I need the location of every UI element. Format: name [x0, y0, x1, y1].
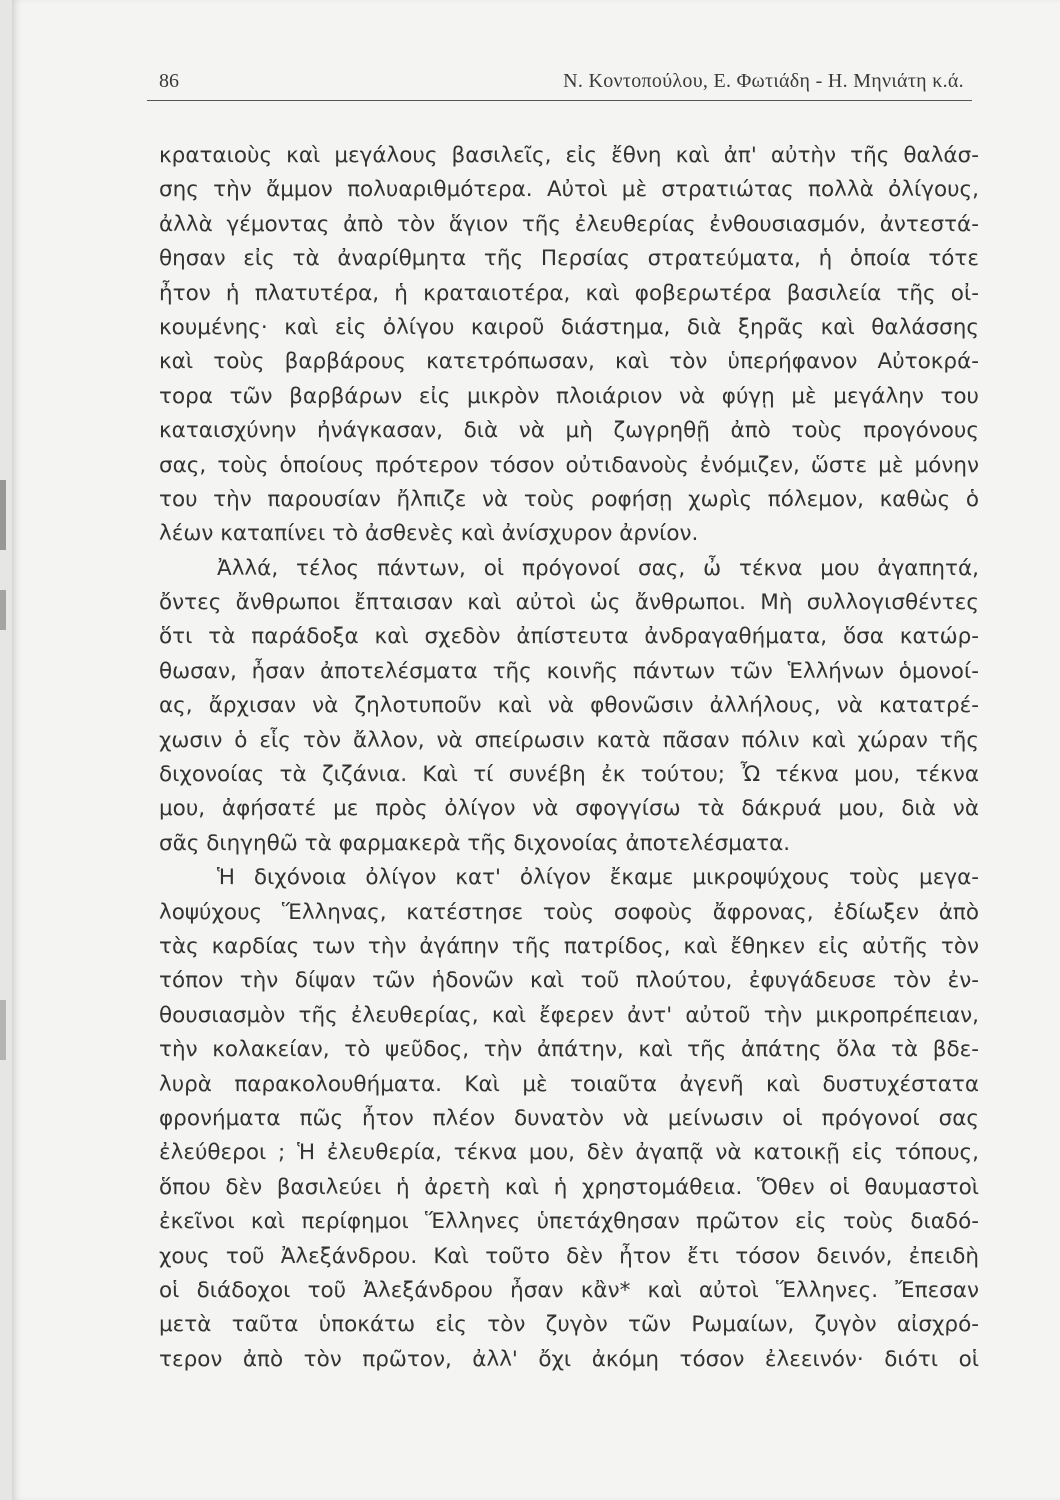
- text-line: του τὴν παρουσίαν ἤλπιζε νὰ τοὺς ροφήσῃ χωρὶς πόλεμον, καθὼς ὁ: [159, 486, 979, 512]
- body-text: [159, 139, 979, 1377]
- text-line: ας, ἄρχισαν νὰ ζηλοτυποῦν καὶ νὰ φθονῶσιν ἀλλήλους, νὰ κατατρέ-: [159, 693, 979, 719]
- page-header: [147, 66, 972, 101]
- text-line: καὶ τοὺς βαρβάρους κατετρόπωσαν, καὶ τὸν ὑπερήφανον Αὐτοκρά-: [159, 349, 979, 375]
- text-line: διχονοίας τὰ ζιζάνια. Καὶ τί συνέβη ἐκ τούτου; Ὦ τέκνα μου, τέκνα: [159, 762, 979, 788]
- text-line: ὅπου δὲν βασιλεύει ἡ ἀρετὴ καὶ ἡ χρηστομάθεια. Ὅθεν οἱ θαυμαστοὶ: [159, 1174, 979, 1200]
- text-line: φρονήματα πῶς ἦτον πλέον δυνατὸν νὰ μείνωσιν οἱ πρόγονοί σας: [159, 1105, 979, 1131]
- text-line: τερον ἀπὸ τὸν πρῶτον, ἀλλ' ὄχι ἀκόμη τόσον ἐλεεινόν· διότι οἱ: [159, 1346, 979, 1372]
- binding-edge-mark: [0, 590, 6, 630]
- text-line: Ἀλλά, τέλος πάντων, οἱ πρόγονοί σας, ὦ τέκνα μου ἀγαπητά,: [217, 555, 979, 581]
- text-line: θησαν εἰς τὰ ἀναρίθμητα τῆς Περσίας στρατεύματα, ἡ ὁποία τότε: [159, 246, 979, 272]
- text-line: θωσαν, ἦσαν ἀποτελέσματα τῆς κοινῆς πάντων τῶν Ἑλλήνων ὁμονοί-: [159, 658, 979, 684]
- text-line: τὴν κολακείαν, τὸ ψεῦδος, τὴν ἀπάτην, καὶ τῆς ἀπάτης ὅλα τὰ βδε-: [159, 1037, 979, 1063]
- text-line: σᾶς διηγηθῶ τὰ φαρμακερὰ τῆς διχονοίας ἀποτελέσματα.: [159, 830, 791, 856]
- text-line: Ἡ διχόνοια ὀλίγον κατ' ὀλίγον ἔκαμε μικροψύχους τοὺς μεγα-: [217, 865, 979, 891]
- binding-edge-mark: [0, 1000, 6, 1060]
- paragraph: [159, 552, 979, 862]
- page-number: 86: [159, 70, 179, 92]
- text-line: χους τοῦ Ἀλεξάνδρου. Καὶ τοῦτο δὲν ἦτον ἔτι τόσον δεινόν, ἐπειδὴ: [159, 1243, 979, 1269]
- text-line: σης τὴν ἄμμον πολυαριθμότερα. Αὐτοὶ μὲ στρατιώτας πολλὰ ὀλίγους,: [159, 177, 979, 203]
- text-line: λυρὰ παρακολουθήματα. Καὶ μὲ τοιαῦτα ἀγενῆ καὶ δυστυχέστατα: [159, 1071, 979, 1097]
- running-title: Ν. Κοντοπούλου, Ε. Φωτιάδη - Η. Μηνιάτη κ.ά.: [563, 70, 964, 92]
- book-page: [12, 0, 1060, 1500]
- text-line: τόπον τὴν δίψαν τῶν ἡδονῶν καὶ τοῦ πλούτου, ἐφυγάδευσε τὸν ἐν-: [159, 968, 979, 994]
- text-line: ἐλεύθεροι ; Ἡ ἐλευθερία, τέκνα μου, δὲν ἀγαπᾷ νὰ κατοικῇ εἰς τόπους,: [159, 1140, 979, 1166]
- paragraph: [159, 139, 979, 552]
- text-line: μου, ἀφήσατέ με πρὸς ὀλίγον νὰ σφογγίσω τὰ δάκρυά μου, διὰ νὰ: [159, 796, 979, 822]
- text-line: ἦτον ἡ πλατυτέρα, ἡ κραταιοτέρα, καὶ φοβερωτέρα βασιλεία τῆς οἰ-: [159, 280, 979, 306]
- text-line: θουσιασμὸν τῆς ἐλευθερίας, καὶ ἔφερεν ἀντ' αὐτοῦ τὴν μικροπρέπειαν,: [159, 1002, 979, 1028]
- text-line: μετὰ ταῦτα ὑποκάτω εἰς τὸν ζυγὸν τῶν Ρωμαίων, ζυγὸν αἰσχρό-: [159, 1312, 979, 1338]
- text-line: οἱ διάδοχοι τοῦ Ἀλεξάνδρου ἦσαν κἂν* καὶ αὐτοὶ Ἕλληνες. Ἔπεσαν: [159, 1277, 979, 1303]
- binding-edge-mark: [0, 480, 6, 550]
- text-line: χωσιν ὁ εἷς τὸν ἄλλον, νὰ σπείρωσιν κατὰ πᾶσαν πόλιν καὶ χώραν τῆς: [159, 727, 979, 753]
- text-line: κραταιοὺς καὶ μεγάλους βασιλεῖς, εἰς ἔθνη καὶ ἀπ' αὐτὴν τῆς θαλάσ-: [159, 143, 979, 168]
- text-line: καταισχύνην ἠνάγκασαν, διὰ νὰ μὴ ζωγρηθῇ ἀπὸ τοὺς προγόνους: [159, 418, 979, 444]
- text-line: σας, τοὺς ὁποίους πρότερον τόσον οὐτιδανοὺς ἐνόμιζεν, ὥστε μὲ μόνην: [159, 452, 979, 478]
- text-line: λέων καταπίνει τὸ ἀσθενὲς καὶ ἀνίσχυρον ἀρνίον.: [159, 521, 699, 547]
- text-line: τὰς καρδίας των τὴν ἀγάπην τῆς πατρίδος, καὶ ἔθηκεν εἰς αὐτῆς τὸν: [159, 933, 979, 959]
- text-line: κουμένης· καὶ εἰς ὀλίγου καιροῦ διάστημα, διὰ ξηρᾶς καὶ θαλάσσης: [159, 314, 979, 340]
- text-line: τορα τῶν βαρβάρων εἰς μικρὸν πλοιάριον νὰ φύγῃ μὲ μεγάλην του: [159, 383, 979, 409]
- text-line: ὅτι τὰ παράδοξα καὶ σχεδὸν ἀπίστευτα ἀνδραγαθήματα, ὅσα κατώρ-: [159, 624, 979, 650]
- text-line: ἀλλὰ γέμοντας ἀπὸ τὸν ἅγιον τῆς ἐλευθερίας ἐνθουσιασμόν, ἀντεστά-: [159, 211, 979, 237]
- text-line: ὄντες ἄνθρωποι ἔπταισαν καὶ αὐτοὶ ὡς ἄνθρωποι. Μὴ συλλογισθέντες: [159, 590, 979, 616]
- text-line: λοψύχους Ἕλληνας, κατέστησε τοὺς σοφοὺς ἄφρονας, ἐδίωξεν ἀπὸ: [159, 899, 979, 925]
- paragraph: [159, 861, 979, 1377]
- text-line: ἐκεῖνοι καὶ περίφημοι Ἕλληνες ὑπετάχθησαν πρῶτον εἰς τοὺς διαδό-: [159, 1209, 979, 1235]
